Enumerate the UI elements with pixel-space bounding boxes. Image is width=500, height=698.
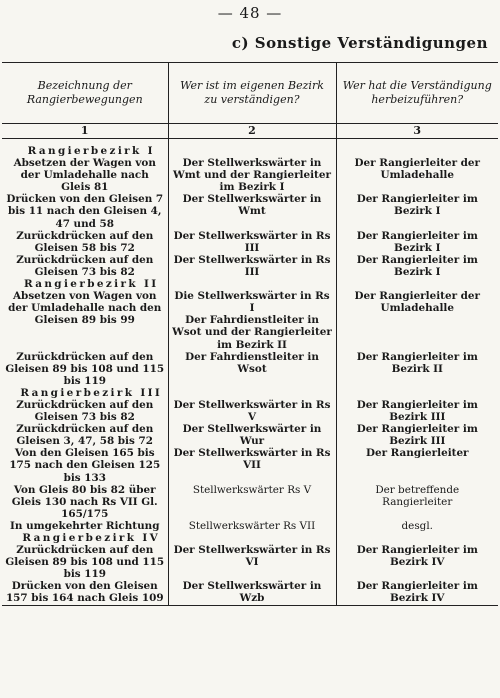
notify-cell: Der Stellwerkswärter in Wmt und der Rangierleiter im Bezirk I [168, 157, 336, 193]
movement-cell: Zurückdrücken auf den Gleisen 58 bis 72 [16, 229, 154, 254]
responsible-cell: Der Rangierleiter im Bezirk I [336, 193, 498, 229]
section-title: c) Sonstige Verständigungen [231, 34, 488, 52]
responsible-cell: Der Rangierleiter der Umladehalle [336, 290, 498, 350]
notify-cell: Der Stellwerkswärter in Rs III [168, 230, 336, 254]
responsible-cell: Der Rangierleiter im Bezirk IV [336, 580, 498, 605]
header-col2: Wer ist im eigenen Bezirk zu verständigen? [168, 63, 336, 124]
table-row [2, 193, 498, 229]
notify-cell: Stellwerkswärter Rs VII [168, 520, 336, 532]
movement-cell: In umgekehrter Richtung [10, 519, 160, 532]
movement-cell: Drücken von den Gleisen 7 bis 11 nach den Gleisen 4, 47 und 58 [6, 193, 164, 230]
page-number: — 48 — [217, 4, 283, 22]
movement-cell: Zurückdrücken auf den Gleisen 89 bis 108 und 115 bis 119 [5, 544, 165, 581]
notify-cell: Der Stellwerkswärter in Rs III [168, 254, 336, 278]
responsible-cell: Der Rangierleiter im Bezirk II [336, 351, 498, 387]
table-row [2, 580, 498, 605]
column-number-2: 2 [168, 124, 336, 139]
responsible-cell: Der Rangierleiter der Umladehalle [336, 157, 498, 193]
responsible-cell: Der Rangierleiter im Bezirk IV [336, 544, 498, 580]
movement-cell: Zurückdrücken auf den Gleisen 73 bis 82 [16, 398, 154, 424]
header-col1: Bezeichnung der Rangierbewegungen [2, 63, 168, 124]
movement-cell: Zurückdrücken auf den Gleisen 89 bis 108 und 115 bis 119 [5, 350, 165, 387]
district-heading: Rangierbezirk III [20, 386, 163, 399]
header-row [2, 63, 498, 124]
column-number-row [2, 124, 498, 139]
movement-cell: Absetzen der Wagen von der Umladehalle nach Gleis 81 [13, 157, 156, 194]
notify-line: Der Fahrdienstleiter in Wsot und der Rangierleiter im Bezirk II [172, 314, 332, 351]
responsible-cell: desgl. [336, 520, 498, 532]
column-number-1: 1 [2, 124, 168, 139]
movement-cell: Von den Gleisen 165 bis 175 nach den Gleisen 125 bis 133 [9, 447, 161, 484]
table-row [2, 423, 498, 447]
table-row [2, 290, 498, 350]
district-row [2, 145, 498, 157]
notify-cell: Stellwerkswärter Rs V [168, 484, 336, 520]
district-row [2, 278, 498, 290]
district-row [2, 387, 498, 399]
table-row [2, 399, 498, 423]
responsible-cell: Der Rangierleiter im Bezirk III [336, 399, 498, 423]
table-row [2, 157, 498, 193]
notify-cell: Der Stellwerkswärter in Wzb [168, 580, 336, 605]
notify-cell: Der Fahrdienstleiter in Wsot [168, 351, 336, 387]
responsible-cell: Der Rangierleiter im Bezirk III [336, 423, 498, 447]
notify-cell: Der Stellwerkswärter in Rs V [168, 399, 336, 423]
table-row [2, 484, 498, 520]
movement-cell: Von Gleis 80 bis 82 über Gleis 130 nach Rs VII Gl. 165/175 [11, 483, 158, 520]
movement-cell: Zurückdrücken auf den Gleisen 3, 47, 58 bis 72 [16, 423, 154, 448]
table-row [2, 254, 498, 278]
district-row [2, 532, 498, 544]
notify-cell: Der Stellwerkswärter in Rs VI [168, 544, 336, 580]
table-row [2, 447, 498, 483]
notify-cell [168, 290, 336, 350]
header-col3: Wer hat die Verständigung herbeizuführen? [336, 63, 498, 124]
table-row [2, 351, 498, 387]
notify-cell: Der Stellwerkswärter in Wmt [168, 193, 336, 229]
responsible-cell: Der Rangierleiter [336, 447, 498, 483]
notify-cell: Der Stellwerkswärter in Wur [168, 423, 336, 447]
movement-cell: Zurückdrücken auf den Gleisen 73 bis 82 [16, 253, 154, 278]
district-heading: Rangierbezirk I [27, 145, 155, 157]
table-row [2, 544, 498, 580]
responsible-cell: Der betreffende Rangierleiter [336, 484, 498, 520]
district-heading: Rangierbezirk II [23, 278, 159, 291]
notification-table [2, 62, 498, 606]
notify-cell: Der Stellwerkswärter in Rs VII [168, 447, 336, 483]
district-heading: Rangierbezirk IV [22, 532, 161, 544]
movement-cell: Drücken von den Gleisen 157 bis 164 nach Gleis 109 [2, 580, 168, 605]
table-row [2, 520, 498, 532]
responsible-cell: Der Rangierleiter im Bezirk I [336, 254, 498, 278]
column-number-3: 3 [336, 124, 498, 139]
notify-line: Die Stellwerkswärter in Rs I [174, 290, 330, 315]
responsible-cell: Der Rangierleiter im Bezirk I [336, 230, 498, 254]
movement-cell: Absetzen von Wagen von der Umladehalle nach den Gleisen 89 bis 99 [8, 290, 162, 327]
table-row [2, 230, 498, 254]
